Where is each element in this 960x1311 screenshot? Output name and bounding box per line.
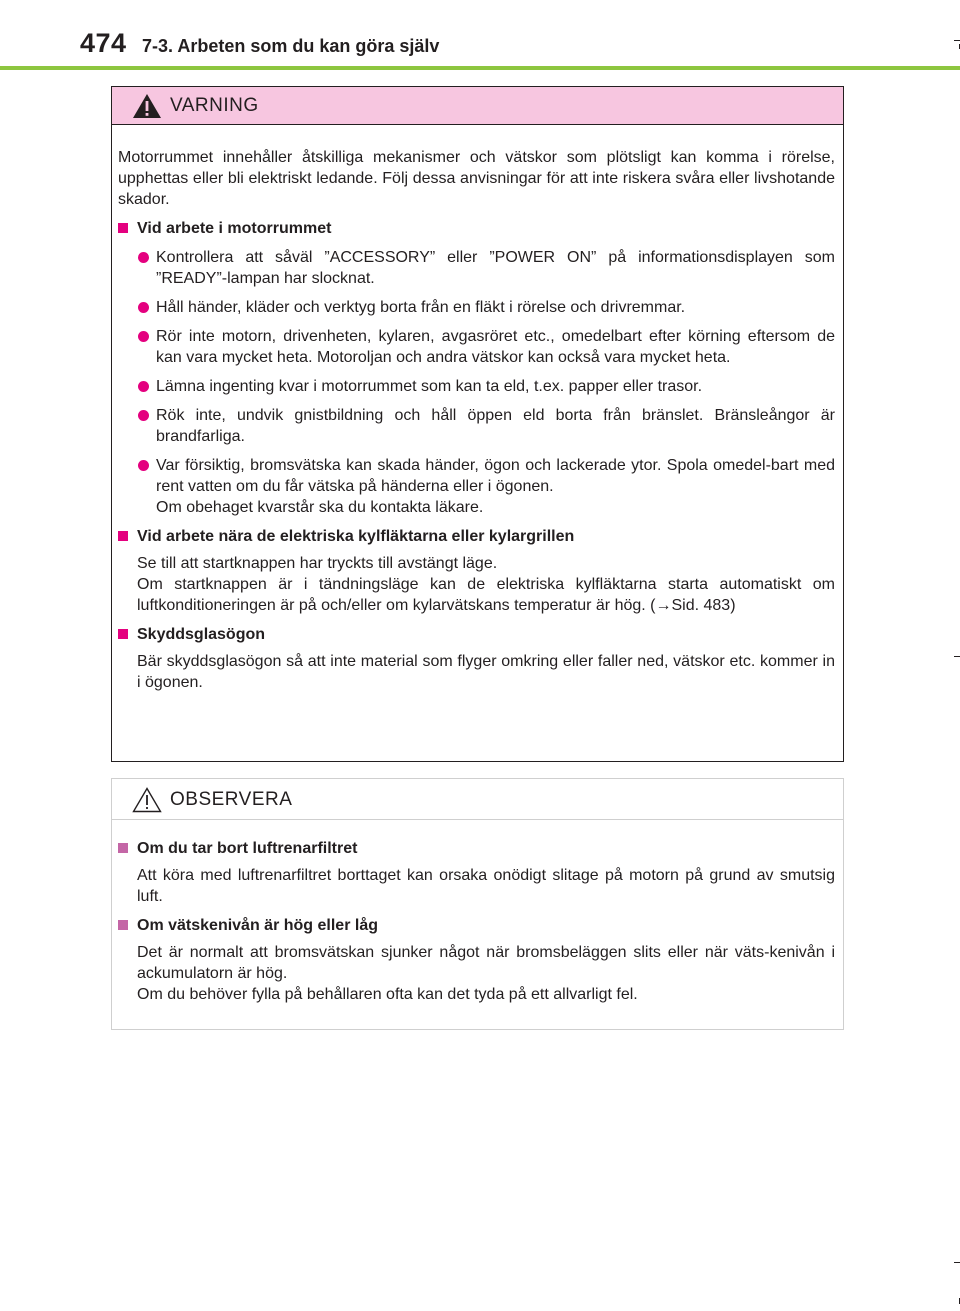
warning-subheading: Vid arbete nära de elektriska kylfläktarna eller kylargrillen <box>118 526 835 547</box>
warning-bullet: Rör inte motorn, drivenheten, kylaren, avgasröret etc., omedelbart efter körning eftersom de kan vara mycket heta. Motoroljan och andra vätskor kan också vara mycket heta. <box>118 326 835 368</box>
header-rule <box>0 66 960 70</box>
warning-body <box>112 125 843 693</box>
square-bullet-icon <box>118 843 128 853</box>
square-bullet-icon <box>118 223 128 233</box>
crop-mark <box>954 656 960 657</box>
square-bullet-icon <box>118 531 128 541</box>
notice-subheading: Om du tar bort luftrenarfiltret <box>118 838 835 859</box>
warning-header <box>112 87 843 125</box>
warning-paragraph: Bär skyddsglasögon så att inte material som flyger omkring eller faller ned, vätskor etc. kommer in i ögonen. <box>137 653 835 691</box>
notice-paragraph: Att köra med luftrenarfiltret borttaget kan orsaka onödigt slitage på motorn på grund av smutsig luft. <box>137 867 835 905</box>
section-title: 7-3. Arbeten som du kan göra själv <box>142 36 440 56</box>
page-header <box>0 0 960 72</box>
round-bullet-icon <box>138 381 149 392</box>
warning-subheading: Vid arbete i motorrummet <box>118 218 835 239</box>
warning-bullet: Var försiktig, bromsvätska kan skada händer, ögon och lackerade ytor. Spola omedel-bart med rent vatten om du får vätska på händerna eller i ögonen. Om obehaget kvarstår ska du kontakta läkare. <box>118 455 835 518</box>
round-bullet-icon <box>138 331 149 342</box>
square-bullet-icon <box>118 629 128 639</box>
square-bullet-icon <box>118 920 128 930</box>
notice-header <box>112 779 843 820</box>
round-bullet-icon <box>138 302 149 313</box>
warning-triangle-icon <box>132 93 162 119</box>
notice-paragraph: Det är normalt att bromsvätskan sjunker något när bromsbeläggen slits eller när väts-kenivån i ackumulatorn är hög. Om du behöver fylla på behållaren ofta kan det tyda på ett allvarligt fel. <box>137 944 835 1003</box>
round-bullet-icon <box>138 252 149 263</box>
notice-body <box>112 820 843 1005</box>
warning-paragraph: Se till att startknappen har tryckts till avstängt läge. Om startknappen är i tändningsläge kan de elektriska kylfläktarna starta automatiskt om luftkonditioneringen är på och/eller om kylarvätskans temperatur är hög. (→Sid. 483) <box>137 555 835 614</box>
warning-title: VARNING <box>170 95 259 116</box>
notice-box <box>111 778 844 1030</box>
warning-bullet: Lämna ingenting kvar i motorrummet som kan ta eld, t.ex. papper eller trasor. <box>118 376 835 397</box>
warning-intro: Motorrummet innehåller åtskilliga mekanismer och vätskor som plötsligt kan komma i rörelse, upphettas eller bli elektriskt ledande. Följ dessa anvisningar för att inte riskera svåra eller livshotande skador. <box>118 149 835 208</box>
warning-bullet: Håll händer, kläder och verktyg borta från en fläkt i rörelse och drivremmar. <box>118 297 835 318</box>
warning-bullet: Kontrollera att såväl ”ACCESSORY” eller ”POWER ON” på informationsdisplayen som ”READY”-lampan har slocknat. <box>118 247 835 289</box>
round-bullet-icon <box>138 460 149 471</box>
crop-mark <box>954 1262 960 1263</box>
warning-box <box>111 86 844 762</box>
warning-subheading: Skyddsglasögon <box>118 624 835 645</box>
notice-title: OBSERVERA <box>170 789 293 810</box>
round-bullet-icon <box>138 410 149 421</box>
page-number: 474 <box>80 28 127 58</box>
notice-subheading: Om vätskenivån är hög eller låg <box>118 915 835 936</box>
caution-triangle-icon <box>132 787 162 813</box>
warning-bullet: Rök inte, undvik gnistbildning och håll öppen eld borta från bränslet. Bränsleångor är brandfarliga. <box>118 405 835 447</box>
crop-mark <box>954 40 960 41</box>
